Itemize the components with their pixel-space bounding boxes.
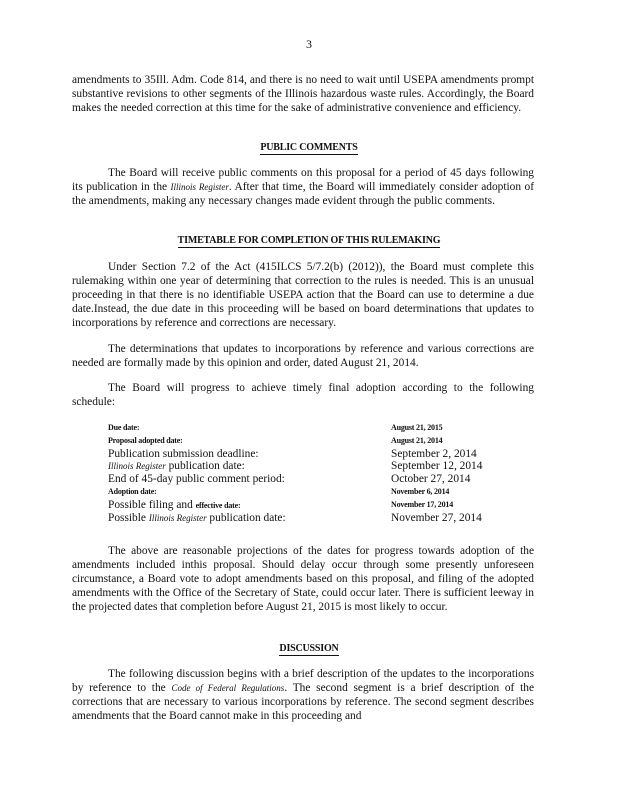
cfr-citation: Code of Federal Regulations bbox=[171, 683, 285, 693]
schedule-date: November 27, 2014 bbox=[391, 511, 482, 524]
schedule-label: Due date: bbox=[108, 423, 140, 432]
schedule-row bbox=[108, 486, 498, 499]
public-comments-heading bbox=[0, 142, 618, 153]
illinois-register-citation: Illinois Register bbox=[170, 182, 229, 192]
public-comments-text-1: The Board will receive public comments on this proposal for a period of 45 days following its publication in the bbox=[72, 167, 534, 193]
schedule-label: Proposal adopted date: bbox=[108, 435, 183, 445]
projections-paragraph: The above are reasonable projections of the dates for progress towards adoption of the amendments included inthis proposal. Should delay occur through some presently unforeseen circumstance, a Board vote to adopt amendments based on this proposal, and filing of the adopted amendments with the Office of the Secretary of State, could occur later. There is sufficient leeway in the projected dates that completion before August 21, 2015 is most likely to occur. bbox=[72, 545, 534, 613]
schedule-row bbox=[108, 435, 498, 448]
intro-paragraph: amendments to 35Ill. Adm. Code 814, and there is no need to wait until USEPA amendments prompt substantive revisions to other segments of the Illinois hazardous waste rules. Accordingly, the Board makes the needed correction at this time for the sake of administrative convenience and efficiency. bbox=[72, 74, 534, 114]
schedule-label bbox=[108, 460, 391, 473]
schedule-row bbox=[108, 499, 498, 512]
schedule-label-post: publication date: bbox=[165, 460, 245, 473]
schedule-row bbox=[108, 460, 498, 473]
schedule-table bbox=[108, 422, 498, 524]
page-number: 3 bbox=[306, 37, 312, 51]
schedule-date: November 17, 2014 bbox=[391, 499, 453, 509]
schedule-row bbox=[108, 422, 498, 435]
schedule-label-pre: Possible filing and bbox=[108, 498, 196, 511]
schedule-label bbox=[108, 499, 391, 512]
schedule-label: Adoption date: bbox=[108, 486, 157, 496]
schedule-label-em: Illinois Register bbox=[148, 512, 207, 523]
schedule-label-pre: Possible bbox=[108, 511, 149, 524]
discussion-paragraph bbox=[72, 667, 534, 723]
schedule-label: Publication submission deadline: bbox=[108, 447, 259, 460]
schedule-label-em: Illinois Register bbox=[108, 461, 166, 472]
schedule-date: September 2, 2014 bbox=[391, 447, 477, 460]
discussion-heading-text: DISCUSSION bbox=[279, 643, 339, 654]
timetable-heading-text: TIMETABLE FOR COMPLETION OF THIS RULEMAKING bbox=[177, 235, 441, 246]
schedule-date: November 6, 2014 bbox=[391, 486, 450, 496]
timetable-paragraph-2: The determinations that updates to incorporations by reference and various corrections are needed are formally made by this opinion and order, dated August 21, 2014. bbox=[72, 343, 534, 369]
schedule-row bbox=[108, 512, 498, 525]
discussion-text-1: The following discussion begins with a brief description of the updates to the incorporations by reference to the bbox=[72, 668, 534, 694]
schedule-row bbox=[108, 448, 498, 461]
discussion-text-2: . The second segment is a brief description of the corrections that are necessary to various incorporations by reference. The second segment describes amendments that the Board cannot make in this proceeding and bbox=[72, 682, 534, 722]
schedule-date: October 27, 2014 bbox=[391, 473, 471, 486]
schedule-label-post: publication date: bbox=[206, 511, 286, 524]
timetable-paragraph-3: The Board will progress to achieve timely final adoption according to the following schedule: bbox=[72, 382, 534, 408]
schedule-label: End of 45-day public comment period: bbox=[108, 473, 285, 486]
public-comments-heading-text: PUBLIC COMMENTS bbox=[260, 142, 358, 153]
public-comments-paragraph bbox=[72, 166, 534, 208]
public-comments-text-2: . After that time, the Board will immediately consider adoption of the amendments, making any necessary changes made evident through the public comments. bbox=[72, 181, 534, 207]
timetable-heading bbox=[0, 235, 618, 246]
schedule-row bbox=[108, 473, 498, 486]
schedule-label bbox=[108, 512, 391, 525]
schedule-date: September 12, 2014 bbox=[391, 460, 483, 473]
schedule-label-post: effective date: bbox=[195, 500, 241, 510]
schedule-date: August 21, 2014 bbox=[391, 435, 443, 445]
discussion-heading bbox=[0, 643, 618, 654]
timetable-paragraph-1: Under Section 7.2 of the Act (415ILCS 5/7.2(b) (2012)), the Board must complete this rulemaking within one year of determining that correction to the rules is needed. This is an unusual proceeding in that there is no identifiable USEPA action that the Board can use to determine a due date.Instead, the due date in this proceeding will be based on board determinations that updates to incorporations by reference and corrections are necessary. bbox=[72, 261, 534, 329]
schedule-date: August 21, 2015 bbox=[391, 423, 443, 432]
